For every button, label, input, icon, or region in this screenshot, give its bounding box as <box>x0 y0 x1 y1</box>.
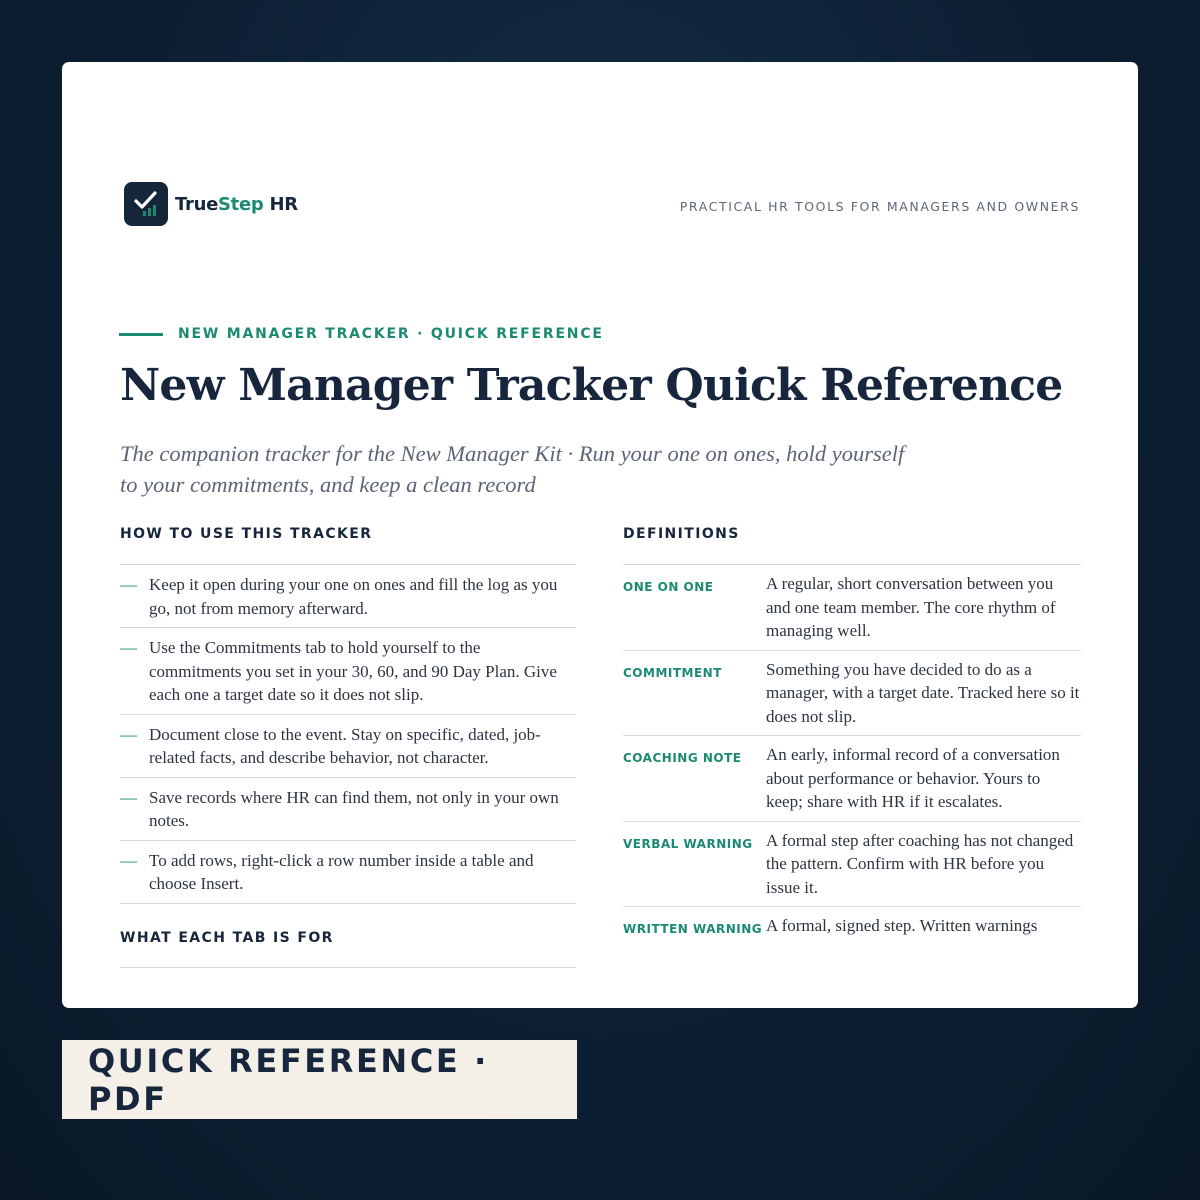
definition-row <box>623 822 1081 908</box>
definition-term: ONE ON ONE <box>623 580 714 594</box>
definition-row <box>623 565 1081 651</box>
eyebrow-text: NEW MANAGER TRACKER · QUICK REFERENCE <box>178 326 604 342</box>
brand-logo[interactable] <box>124 182 298 226</box>
list-item-text: Save records where HR can find them, not only in your own notes. <box>149 787 559 830</box>
definition-row <box>623 736 1081 822</box>
check-chart-icon <box>124 182 168 226</box>
brand-name-primary: True <box>175 193 219 215</box>
list-item-text: Keep it open during your one on ones and fill the log as you go, not from memory afterward. <box>149 575 558 618</box>
divider <box>120 967 576 968</box>
definitions-section <box>623 524 1081 949</box>
tabs-section-heading: WHAT EACH TAB IS FOR <box>120 929 334 946</box>
definition-term: COMMITMENT <box>623 665 722 680</box>
list-item <box>120 841 576 904</box>
brand-name-accent: Step <box>218 193 264 215</box>
list-item <box>120 778 576 841</box>
format-badge <box>62 1040 577 1119</box>
definition-row <box>623 907 1081 949</box>
format-badge-label: QUICK REFERENCE · PDF <box>88 1041 489 1118</box>
list-item-text: To add rows, right-click a row number inside a table and choose Insert. <box>149 850 534 893</box>
definitions-heading: DEFINITIONS <box>623 526 740 542</box>
definition-text: Something you have decided to do as a manager, with a target date. Tracked here so it does not slip. <box>766 659 1080 726</box>
page-subtitle: The companion tracker for the New Manager Kit · Run your one on ones, hold yourself to your commitments, and keep a clean record <box>120 441 905 497</box>
page-title: New Manager Tracker Quick Reference <box>120 360 1063 411</box>
definition-text: A formal, signed step. Written warnings <box>766 916 1038 935</box>
definition-row <box>623 651 1081 737</box>
how-to-use-heading: HOW TO USE THIS TRACKER <box>120 526 373 542</box>
list-item <box>120 715 576 778</box>
definition-text: A formal step after coaching has not changed the pattern. Confirm with HR before you issue it. <box>766 830 1074 897</box>
list-item <box>120 628 576 715</box>
brand-tagline: PRACTICAL HR TOOLS FOR MANAGERS AND OWNERS <box>679 199 1080 214</box>
eyebrow-rule <box>119 333 163 336</box>
definition-term: WRITTEN WARNING <box>623 922 763 936</box>
brand-name-suffix: HR <box>263 193 298 215</box>
list-item <box>120 565 576 628</box>
list-item-text: Use the Commitments tab to hold yourself to the commitments you set in your 30, 60, and 90 Day Plan. Give each one a target date so it does not slip. <box>149 638 557 704</box>
eyebrow <box>119 326 604 342</box>
definition-text: A regular, short conversation between you and one team member. The core rhythm of managing well. <box>766 574 1056 640</box>
definition-term: COACHING NOTE <box>623 751 742 765</box>
how-to-use-section <box>120 524 576 968</box>
dash-icon: — <box>120 787 137 807</box>
document-card <box>62 62 1138 1008</box>
list-item-text: Document close to the event. Stay on specific, dated, job-related facts, and describe behavior, not character. <box>149 724 541 767</box>
definition-text: An early, informal record of a conversation about performance or behavior. Yours to keep; share with HR if it escalates. <box>766 745 1060 811</box>
dash-icon: — <box>120 638 137 657</box>
brand-name <box>175 194 298 215</box>
dash-icon: — <box>120 724 137 744</box>
definition-term: VERBAL WARNING <box>623 836 753 851</box>
dash-icon: — <box>120 850 137 870</box>
dash-icon: — <box>120 575 137 594</box>
